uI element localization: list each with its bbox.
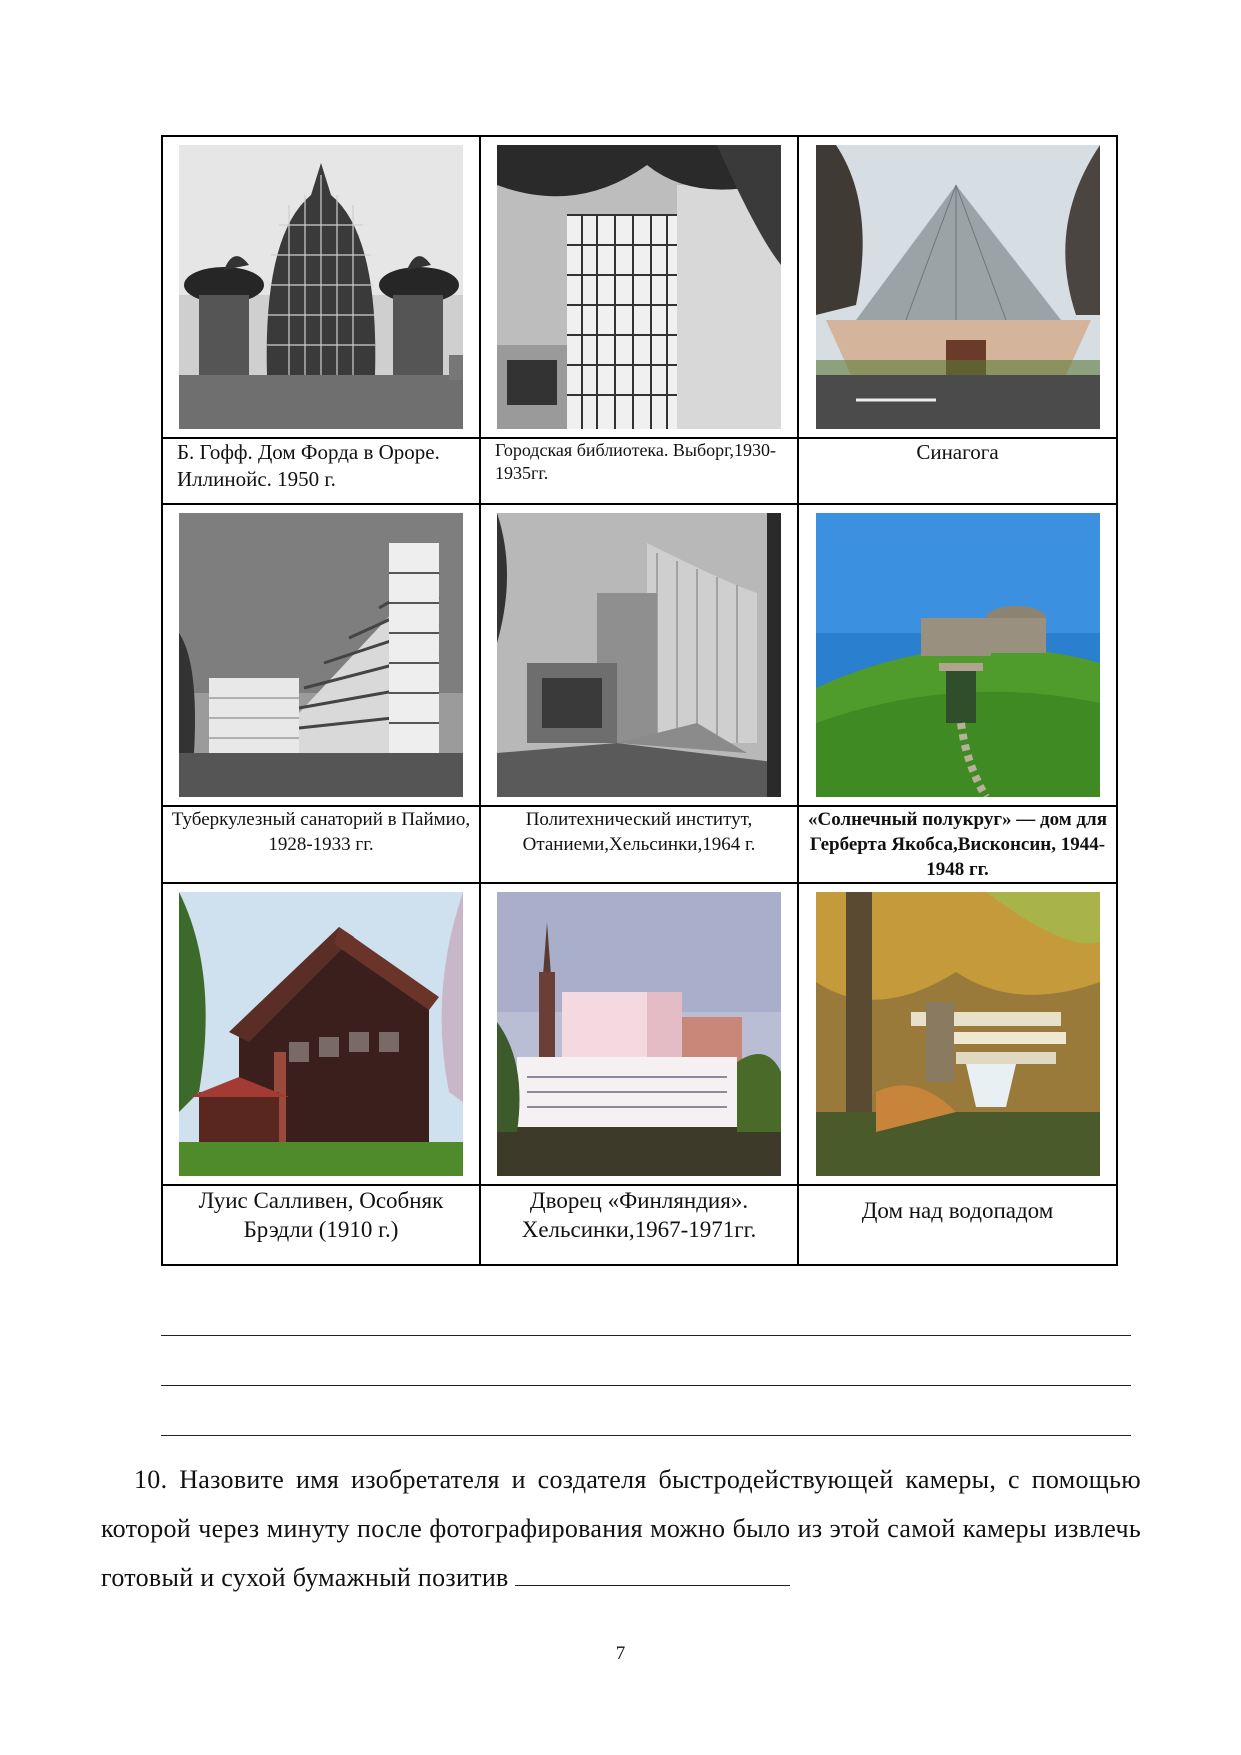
page-number: 7 xyxy=(615,1643,626,1664)
question-text: 10. Назовите имя изобретателя и создателя быстродействующей камеры, с помощью которой через минуту после фотографирования можно было из этой самой камеры извлечь готовый и сухой бумажный позитив xyxy=(101,1465,1141,1592)
caption-paimio-sanatorium: Туберкулезный санаторий в Паймио, 1928-1933 гг. xyxy=(162,806,480,883)
photo-cell xyxy=(480,504,798,806)
photo-cell xyxy=(798,136,1117,438)
caption-synagogue: Синагога xyxy=(798,438,1117,504)
photo-cell xyxy=(480,136,798,438)
answer-line[interactable] xyxy=(161,1335,1131,1336)
answer-line[interactable] xyxy=(161,1385,1131,1386)
answer-line[interactable] xyxy=(161,1435,1131,1436)
caption-finlandia-hall: Дворец «Финляндия». Хельсинки,1967-1971гг. xyxy=(480,1185,798,1265)
ford-house-dome-photo xyxy=(179,145,463,429)
architecture-table xyxy=(161,135,1118,1266)
photo-cell xyxy=(162,136,480,438)
caption-bradley-house: Луис Салливен, Особняк Брэдли (1910 г.) xyxy=(162,1185,480,1265)
photo-cell xyxy=(162,883,480,1185)
synagogue-photo xyxy=(816,145,1100,429)
photo-cell xyxy=(798,883,1117,1185)
answer-blank[interactable] xyxy=(515,1563,790,1586)
otaniemi-institute-photo xyxy=(497,513,781,797)
caption-fallingwater: Дом над водопадом xyxy=(798,1185,1117,1265)
vyborg-library-photo xyxy=(497,145,781,429)
jacobs-house-photo xyxy=(816,513,1100,797)
caption-ford-house: Б. Гофф. Дом Форда в Ороре. Иллинойс. 1950 г. xyxy=(162,438,480,504)
bradley-house-photo xyxy=(179,892,463,1176)
question-10 xyxy=(101,1455,1141,1602)
caption-jacobs-house: «Солнечный полукруг» — дом для Герберта Якобса,Висконсин, 1944-1948 гг. xyxy=(798,806,1117,883)
photo-cell xyxy=(798,504,1117,806)
photo-cell xyxy=(480,883,798,1185)
fallingwater-photo xyxy=(816,892,1100,1176)
caption-vyborg-library: Городская библиотека. Выборг,1930-1935гг. xyxy=(480,438,798,504)
caption-otaniemi-institute: Политехнический институт, Отаниеми,Хельсинки,1964 г. xyxy=(480,806,798,883)
photo-cell xyxy=(162,504,480,806)
finlandia-hall-photo xyxy=(497,892,781,1176)
paimio-sanatorium-photo xyxy=(179,513,463,797)
